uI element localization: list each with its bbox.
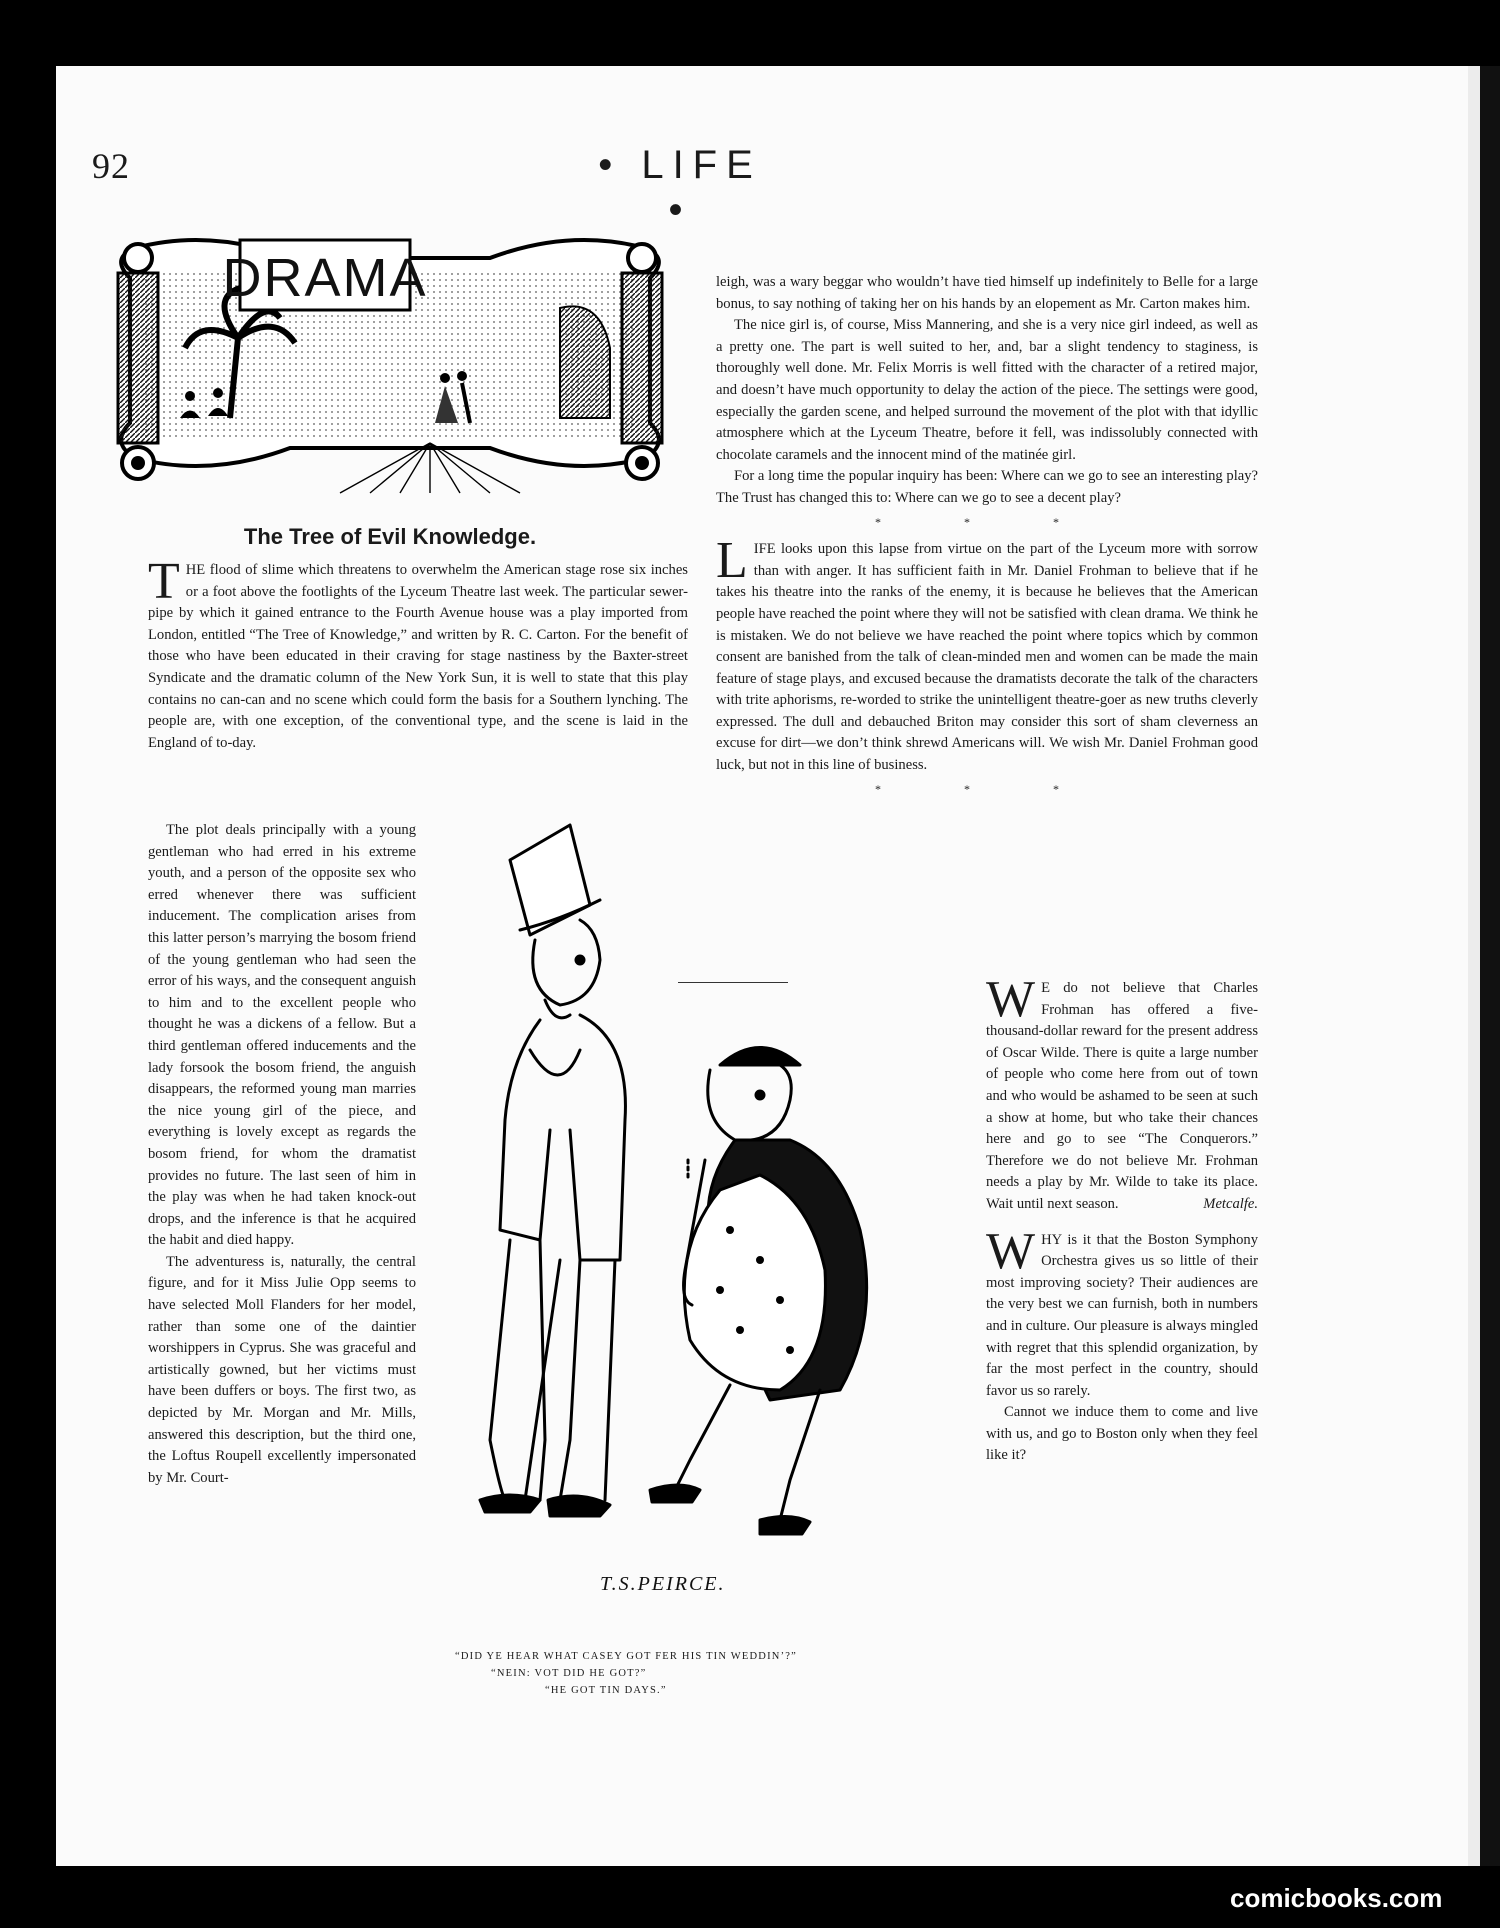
paragraph-text: HE flood of slime which threatens to overwhelm the American stage rose six inches or a foot above the footlights of the Lyceum Theatre last week. The particular sewer-pipe by which it gained entrance to the Fourth Avenue house was a play imported from London, entitled “The Tree of Knowledge,” and written by R. C. Carton. For the benefit of those who have been educated in their craving for stage nastiness by the Baxter-street Syndicate and the dramatic column of the New York Sun, it is well to state that this play contains no can-can and no scene which could form the basis for a Southern lynching. The people are, with one exception, of the conventional type, and the scene is laid in the England of to-day. [148,562,688,751]
artist-signature: T.S.PEIRCE. [600,1573,726,1595]
drop-cap: L [716,532,748,590]
column-1-narrow [148,820,416,1489]
caption-line: “NEIN: VOT DID HE GOT?” [491,1668,647,1679]
column-2 [716,272,1258,806]
paragraph [716,532,1258,777]
adjacent-page-edge [1468,66,1480,1866]
paragraph: The nice girl is, of course, Miss Mannering, and she is a very nice girl indeed, as well as a pretty one. The part is well suited to her, and, bar a slight tendency to staginess, is thoroughly well done. Mr. Felix Morris is well fitted with the character of a retired major, and doesn’t have much opportunity to delay the action of the piece. The settings were good, especially the garden scene, and helped surround the movement of the plot with that idyllic atmosphere which at the Lyceum Theatre, before it fell, was indissolubly connected with chocolate caramels and the innocent mind of the matinée girl. [716,317,1258,463]
caption-line: “DID YE HEAR WHAT CASEY GOT FER HIS TIN WEDDIN’?” [455,1651,797,1662]
author-signature: Metcalfe. [1203,1195,1258,1212]
drop-cap: W [986,1222,1036,1280]
paragraph: Cannot we induce them to come and live with us, and go to Boston only when they feel like it? [986,1404,1258,1464]
cartoon-illustration [430,800,970,1610]
drama-banner-illustration [90,218,685,498]
paragraph [986,971,1258,1216]
paragraph-text: IFE looks upon this lapse from virtue on the part of the Lyceum more with sorrow than with anger. It has sufficient faith in Mr. Daniel Frohman to believe that if he takes his theatre into the ranks of the enemy, it is because he believes that the American people have reached the point where they will not be satisfied with clean drama. We think he is mistaken. We do not believe we have reached the point where topics which by common consent are banished from the talk of clean-minded men and women can be made the main feature of stage plays, and excused because the dramatists decorate the talk of the characters with trite aphorisms, re-worded to strike the unintelligent theatre-goer as new truths cleverly expressed. The dull and debauched Briton may consider this sort of sham cleverness an excuse for dirt—we don’t think shrewd Americans will. We wish Mr. Daniel Frohman good luck, but not in this line of business. [716,541,1258,774]
paragraph: The plot deals principally with a young gentleman who had erred in his extreme youth, and a person of the opposite sex who erred whenever there was sufficient inducement. The complication arises from this latter person’s marrying the bosom friend of the young gentleman who had seen the error of his ways, and the consequent anguish to him and to the excellent people who thought he was a dickens of a fellow. But a third gentleman offered inducements and the lady forsook the bosom friend, the anguish disappears, the reformed young man marries the nice young girl of the piece, and everything is lovely except as regards the bosom friend, for whom the dramatist provides no future. The last seen of him in the play was when he had taken knock-out drops, and the inference is that he acquired the habit and died happy. [148,822,416,1249]
column-3 [986,971,1258,1467]
paragraph-text: HY is it that the Boston Symphony Orchestra gives us so little of their most improving society? Their audiences are the very best we can furnish, both in numbers and in culture. Our pleasure is always mingled with regret that this splendid organization, by far the most perfect in the country, should favor us so rarely. [986,1231,1258,1399]
banner-title: DRAMA [222,248,428,308]
drop-cap: W [986,971,1036,1028]
site-watermark: comicbooks.com [1230,1883,1443,1913]
column-1-top [148,553,688,754]
paragraph [986,1222,1258,1403]
caption-line: “HE GOT TIN DAYS.” [545,1685,667,1696]
drop-cap: T [148,553,180,610]
cartoon-caption [455,1648,955,1699]
paragraph-text: E do not believe that Charles Frohman has offered a five-thousand-dollar reward for the present address of Oscar Wilde. There is quite a large number of people who come here from out of town and who would be ashamed to be seen at such a show at home, but who take their chances here and go to see “The Conquerors.” Therefore we do not believe Mr. Frohman needs a play by Mr. Wilde to take its place. Wait until next season. [986,980,1258,1212]
section-divider-stars: * * * [875,514,1099,529]
scan-border [1480,66,1500,1866]
section-divider-stars: * * * [875,781,1099,796]
page-number: 92 [92,146,130,186]
paragraph: For a long time the popular inquiry has been: Where can we go to see an interesting play? The Trust has changed this to: Where can we go to see a decent play? [716,468,1258,506]
masthead: • LIFE • [598,143,762,232]
paragraph [148,553,688,754]
paragraph: leigh, was a wary beggar who wouldn’t have tied himself up indefinitely to Belle for a large bonus, to say nothing of taking her on his hands by an elopement as Mr. Carton makes him. [716,274,1258,312]
paragraph: The adventuress is, naturally, the central figure, and for it Miss Julie Opp seems to have selected Moll Flanders for her model, rather than some one of the daintier worshippers in Cyprus. She was graceful and artistically gowned, but her victims must have been duffers or boys. The first two, as depicted by Mr. Morgan and Mr. Mills, answered this description, but the third one, the Loftus Roupell excellently impersonated by Mr. Court- [148,1253,416,1486]
article-title: The Tree of Evil Knowledge. [243,524,537,549]
